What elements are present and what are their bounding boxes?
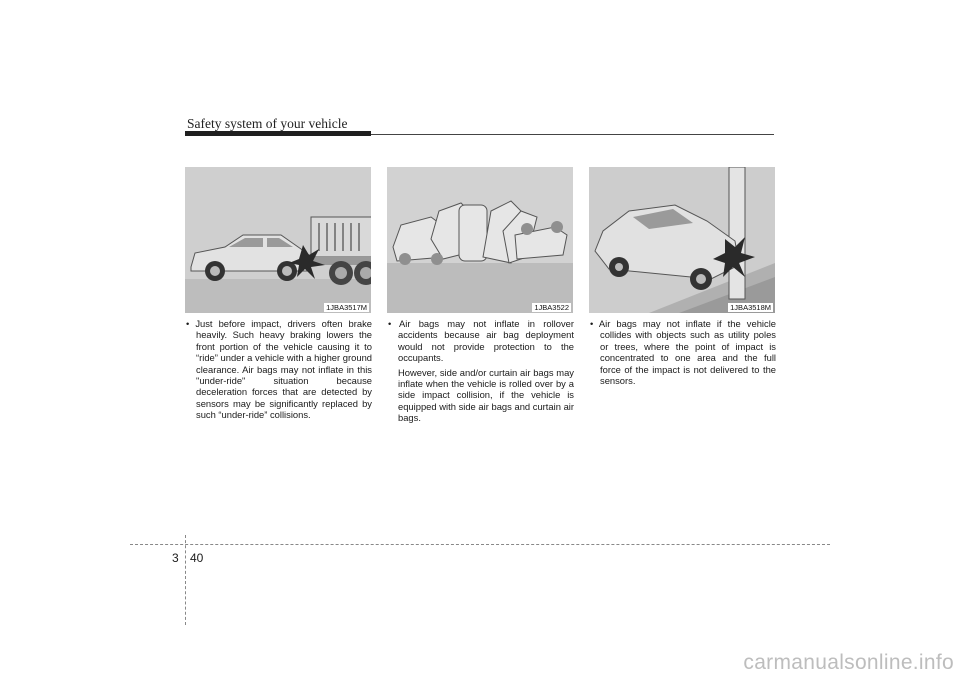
footer-dashed-divider bbox=[185, 535, 186, 625]
section-number: 3 bbox=[172, 551, 179, 565]
figure-code: 1JBA3517M bbox=[326, 303, 367, 312]
figure-code: 1JBA3522 bbox=[534, 303, 569, 312]
paragraph-pole-collision: • Air bags may not inflate if the vehicle collides with objects such as utility poles or trees, where the point of impact is concentrated to one area and the full force of the impact is not delivered to the sensors. bbox=[590, 318, 776, 387]
text-column-1 bbox=[186, 318, 372, 421]
page-number: 40 bbox=[190, 551, 204, 565]
paragraph-rollover-side-bags: However, side and/or curtain air bags may inflate when the vehicle is rolled over by a side impact collision, if the vehicle is equipped with side air bags and curtain air bags. bbox=[398, 366, 574, 424]
watermark-text: carmanualsonline.info bbox=[743, 651, 954, 674]
paragraph-under-ride: • Just before impact, drivers often brake heavily. Such heavy braking lowers the front portion of the vehicle causing it to “ride” under a vehicle with a higher ground clearance. Air bags may not inflate in this "under-ride" situation because deceleration forces that are detected by sensors may be significantly replaced by such “under-ride” collisions. bbox=[186, 318, 372, 421]
text-column-2 bbox=[388, 318, 574, 424]
header-rule-thick bbox=[185, 131, 371, 136]
figure-pole-collision bbox=[589, 167, 775, 313]
rollover-illustration bbox=[387, 167, 573, 313]
figure-rollover bbox=[387, 167, 573, 313]
text-column-3 bbox=[590, 318, 776, 386]
page-header-title: Safety system of your vehicle bbox=[187, 116, 348, 131]
under-ride-illustration bbox=[185, 167, 371, 313]
figure-under-ride bbox=[185, 167, 371, 313]
pole-collision-illustration bbox=[589, 167, 775, 313]
paragraph-rollover: • Air bags may not inflate in rollover accidents because air bag deployment would not provide protection to the occupants. bbox=[388, 318, 574, 364]
header-rule-thin bbox=[371, 134, 774, 135]
footer-dashed-rule bbox=[130, 544, 830, 545]
figure-code: 1JBA3518M bbox=[730, 303, 771, 312]
